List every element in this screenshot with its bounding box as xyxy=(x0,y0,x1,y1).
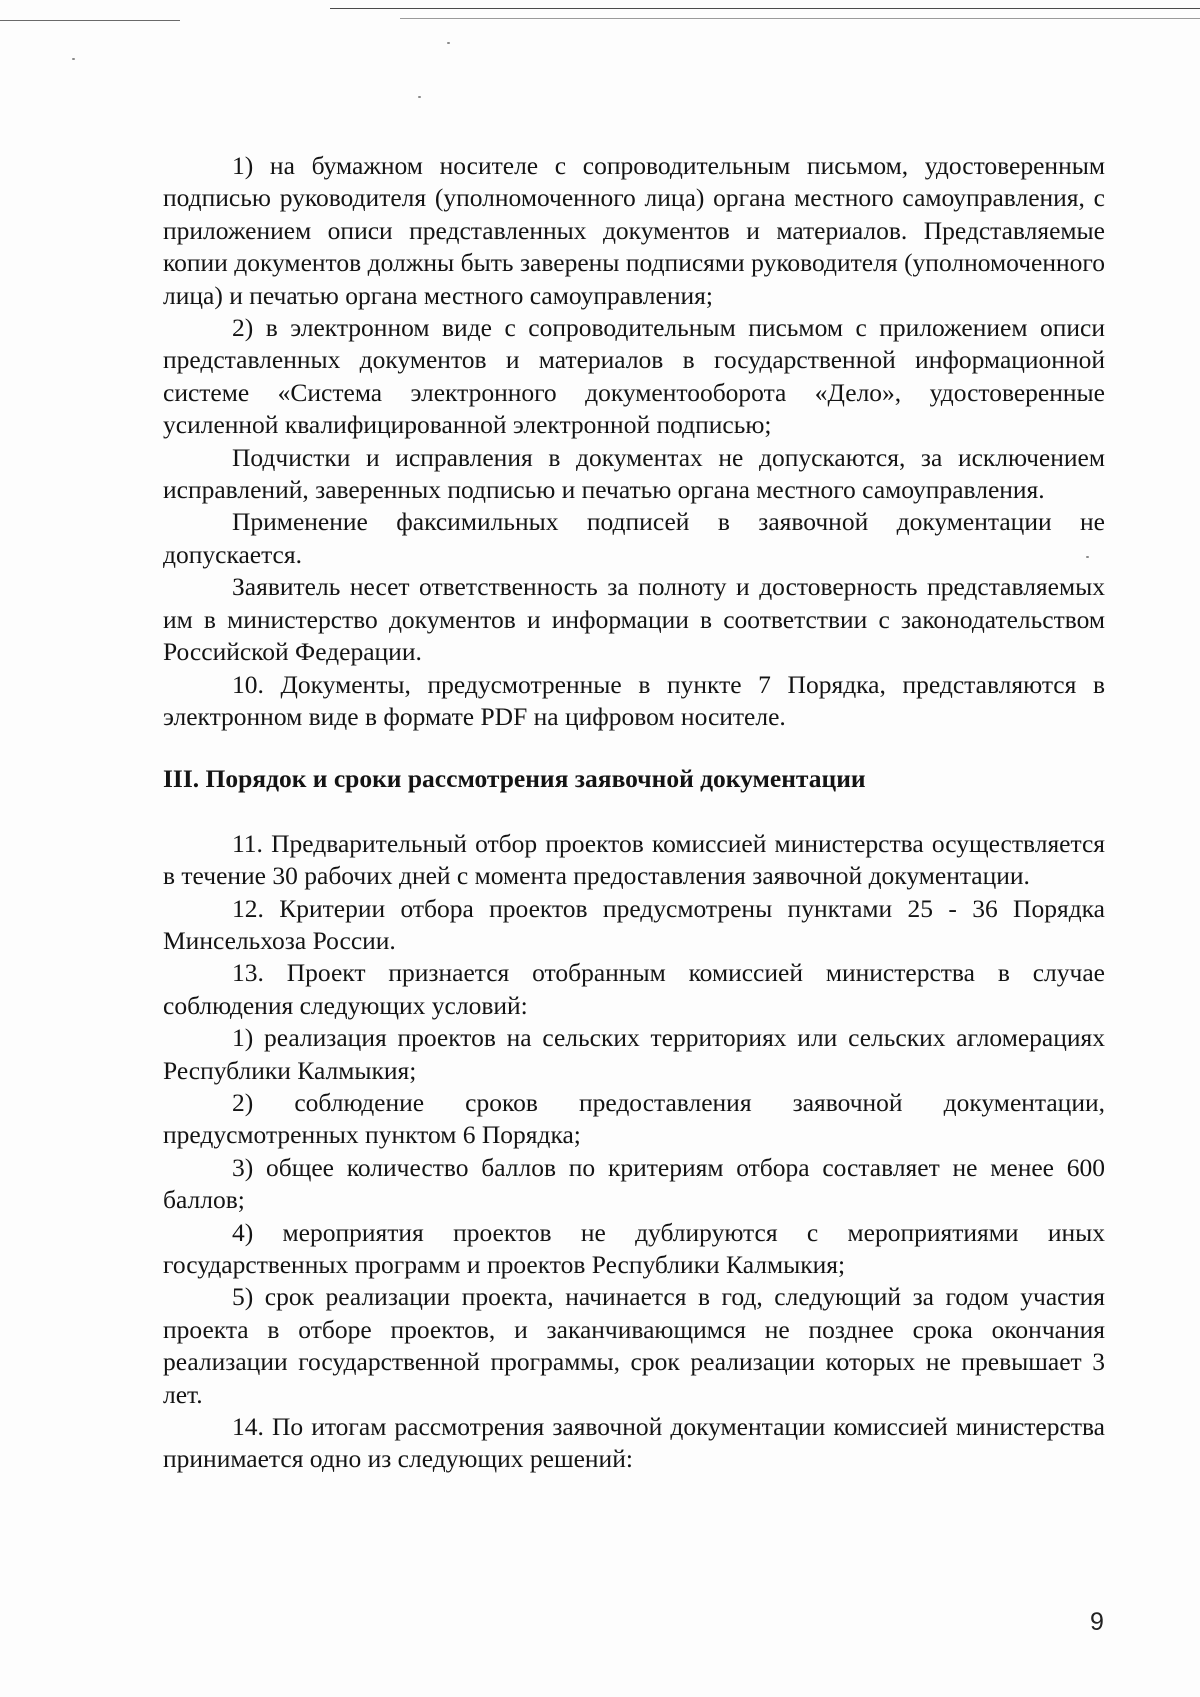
condition-3: 3) общее количество баллов по критериям отбора составляет не менее 600 баллов; xyxy=(163,1152,1105,1215)
page-number: 9 xyxy=(1090,1608,1104,1636)
paragraph-item-13: 13. Проект признается отобранным комиссией министерства в случае соблюдения следующих условий: xyxy=(163,958,1105,1020)
paragraph-applicant-responsibility: Заявитель несет ответственность за полноту и достоверность представляемых им в министерство документов и информации в соответствии с законодательством Российской Федерации. xyxy=(163,572,1105,667)
scan-edge-line xyxy=(0,20,180,21)
paragraph-item-12: 12. Критерии отбора проектов предусмотрены пунктами 25 - 36 Порядка Минсельхоза России. xyxy=(163,893,1105,955)
paragraph-item-10: 10. Документы, предусмотренные в пункте 7 Порядка, представляются в электронном виде в формате PDF на цифровом носителе. xyxy=(163,669,1105,731)
scan-speck xyxy=(447,42,450,44)
condition-5: 5) срок реализации проекта, начинается в год, следующий за годом участия проекта в отборе проектов, и заканчивающимся не позднее срока окончания реализации государственной программы, срок реализации которых не превышает 3 лет. xyxy=(163,1282,1105,1409)
scan-speck xyxy=(418,96,421,98)
paragraph-item-11: 11. Предварительный отбор проектов комиссией министерства осуществляется в течение 30 рабочих дней с момента предоставления заявочной документации. xyxy=(163,828,1105,891)
scan-edge-line xyxy=(330,8,1200,9)
condition-4: 4) мероприятия проектов не дублируются с мероприятиями иных государственных программ и проектов Республики Калмыкия; xyxy=(163,1217,1105,1279)
document-body xyxy=(163,150,1105,1476)
paragraph-corrections: Подчистки и исправления в документах не допускаются, за исключением исправлений, заверенных подписью и печатью органа местного самоуправления. xyxy=(163,442,1105,505)
section-heading: III. Порядок и сроки рассмотрения заявочной документации xyxy=(163,764,866,794)
paragraph-facsimile: Применение факсимильных подписей в заявочной документации не допускается. xyxy=(163,507,1105,569)
condition-1: 1) реализация проектов на сельских территориях или сельских агломерациях Республики Калмыкия; xyxy=(163,1023,1105,1085)
condition-2: 2) соблюдение сроков предоставления заявочной документации, предусмотренных пунктом 6 Порядка; xyxy=(163,1087,1105,1150)
paragraph-item-14: 14. По итогам рассмотрения заявочной документации комиссией министерства принимается одно из следующих решений: xyxy=(163,1412,1105,1474)
scan-edge-line xyxy=(400,18,1200,19)
scan-speck xyxy=(72,58,75,60)
paragraph-paper-submission: 1) на бумажном носителе с сопроводительным письмом, удостоверенным подписью руководителя (уполномоченного лица) органа местного самоуправления, с приложением описи представленных документов и материалов. Представляемые копии документов должны быть заверены подписями руководителя (уполномоченного лица) и печатью органа местного самоуправления; xyxy=(163,151,1105,310)
paragraph-electronic-submission: 2) в электронном виде с сопроводительным письмом с приложением описи представленных документов и материалов в государственной информационной системе «Система электронного документооборота «Дело», удостоверенные усиленной квалифицированной электронной подписью; xyxy=(163,313,1105,440)
